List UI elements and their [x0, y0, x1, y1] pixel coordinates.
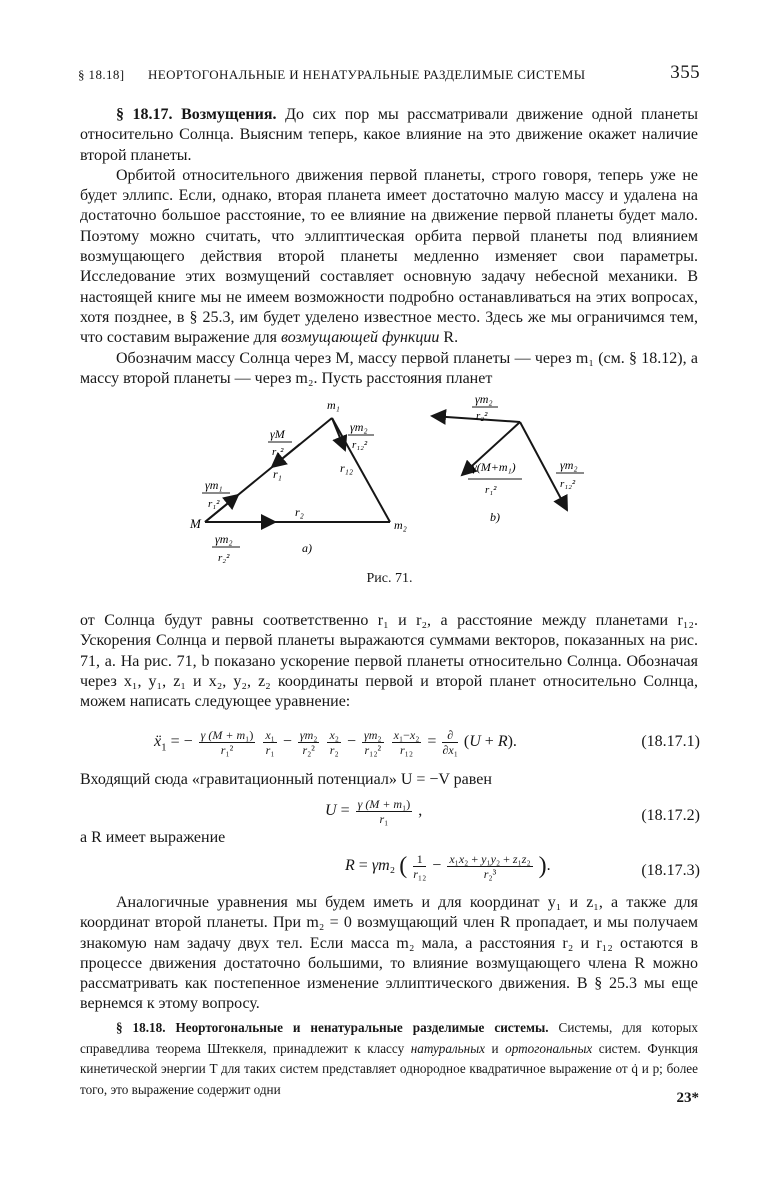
- section-1817-text: [80, 105, 698, 389]
- label-a: a): [302, 541, 312, 555]
- label-m1: m₁: [327, 398, 340, 412]
- paragraph-orbit: Орбитой относительного движения первой планеты, строго говоря, теперь уже не будет эллипс. Если, однако, вторая планета имеет достаточно малую массу и удалена на достаточно большое расстояние, то ее влияние на движение первой планеты будет мало. Поэтому можно считать, что эллиптическая орбита первой планеты под влиянием возмущающего действия второй планеты медленно изменяет свои параметры. Исследование этих возмущений составляет основную задачу небесной механики. В настоящей книге мы не имеем возможности подробно останавливаться на этих вопросах, хотя позднее, в § 25.3, им будет уделено известное место. Здесь же мы ограничимся тем, что составим выражение для возмущающей функции R.: [80, 166, 698, 347]
- equation-18-17-2: U = $\frac{\text{γ (M + m₁)}}{\text{r₁}}$ , (18.17.2): [325, 797, 700, 826]
- label-m2: m₂: [394, 518, 407, 532]
- section-heading: § 18.17. Возмущения.: [116, 106, 277, 123]
- signature-mark: 23*: [676, 1090, 699, 1106]
- after-figure-text: [80, 611, 698, 712]
- section-1818-heading: § 18.18. Неортогональные и ненатуральные разделимые системы.: [116, 1020, 549, 1035]
- label-gm2-12-num: γm₂: [350, 420, 368, 434]
- figure-71: [180, 385, 600, 570]
- header-section: § 18.18]: [78, 67, 125, 82]
- equation-number-2: (18.17.2): [641, 807, 700, 824]
- label-M: M: [190, 516, 201, 531]
- paragraph-notation: Обозначим массу Солнца через M, массу первой планеты — через m₁ (см. § 18.12), а массу второй планеты — через m₂. Пусть расстояния планет: [80, 349, 699, 387]
- running-header: [78, 64, 700, 86]
- page-number: 355: [670, 62, 700, 83]
- paragraph-distances: от Солнца будут равны соответственно r₁ и r₂, а расстояние между планетами r₁₂. Ускорения Солнца и первой планеты выражаются суммами векторов, показанных на рис. 71, a. На рис. 71, b показано ускорение первой планеты относительно Солнца. Обозначая через x₁, y₁, z₁ и x₂, y₂, z₂ координаты первой и второй планет относительно Солнца, можем написать следующее уравнение:: [80, 612, 698, 711]
- label-gm1-den: r₁²: [208, 498, 220, 510]
- label-r1: r₁: [273, 467, 282, 481]
- equation-number-1: (18.17.1): [641, 733, 700, 750]
- label-gM-den: r₁²: [272, 446, 284, 458]
- label-b-right-num: γm₂: [560, 458, 578, 472]
- label-b-right-den: r₁₂²: [560, 478, 576, 490]
- label-gM-num: γM: [270, 427, 285, 441]
- label-gm2-den: r₂²: [218, 552, 230, 564]
- label-b-top-num: γm₂: [475, 392, 493, 406]
- label-r2: r₂: [295, 505, 304, 519]
- label-r12: r₁₂: [340, 461, 354, 475]
- label-b-left-den: r₁²: [485, 484, 497, 496]
- potential-intro: Входящий сюда «гравитационный потенциал» U = −V равен: [80, 771, 492, 788]
- section-1818: § 18.18. Неортогональные и ненатуральные разделимые системы. Системы, для которых справедлива теорема Штеккеля, принадлежит к классу натуральных и ортогональных систем. Функция кинетической энергии T для таких систем представляет однородное квадратичное выражение от q̇ и p; более того, это выражение содержит одни: [80, 1020, 698, 1097]
- label-b-left-num: γ(M+m₁): [472, 460, 516, 474]
- label-b: b): [490, 510, 500, 524]
- figure-caption: Рис. 71.: [366, 571, 413, 586]
- header-title: НЕОРТОГОНАЛЬНЫЕ И НЕНАТУРАЛЬНЫЕ РАЗДЕЛИМЫЕ СИСТЕМЫ: [148, 67, 586, 82]
- label-gm1-num: γm₁: [205, 478, 223, 492]
- equation-18-17-1: ẍ$_1$ = − $\frac{\text{γ (M + m₁)}}{\text{r₁²}}$ $\frac{\text{x₁}}{\text{r₁}}$ − $\frac{\text{γm₂}}{\text{r₂²}}$ $\frac{\text{x₂}}{\text{r₂}}$ − $\frac{\text{γm₂}}{\text{r₁₂²}}$ $\frac{\text{x₁−x₂}}{\text{r₁₂}}$ = $\frac{\partial}{\text{∂x₁}}$ (U + R). (18.17.1): [154, 728, 700, 757]
- label-b-top-den: r₂²: [476, 410, 488, 422]
- italic-term: возмущающей функции: [281, 329, 440, 347]
- closing-paragraph: Аналогичные уравнения мы будем иметь и для координат y₁ и z₁, а также для координат второй планеты. При m₂ = 0 возмущающий член R пропадает, и мы получаем знакомую нам задачу двух тел. Если масса m₂ мала, а расстояния r₂ и r₁₂ остаются в процессе движения достаточно большими, то влияние возмущающего члена R можно рассматривать как постепенное изменение эллиптического движения. В § 25.3 мы еще вернемся к этому вопросу.: [80, 894, 698, 1013]
- equation-number-3: (18.17.3): [641, 862, 700, 879]
- label-gm2-12-den: r₁₂²: [352, 439, 368, 451]
- arrow-gm2-r12: [332, 418, 345, 450]
- equation-18-17-3: R = γm₂ ( $\frac{1}{\text{r₁₂}}$ − $\frac{\text{x₁x₂ + y₁y₂ + z₁z₂}}{\text{r₂³}}$ ). (18.17.3): [345, 852, 700, 881]
- R-intro: а R имеет выражение: [80, 829, 226, 846]
- label-gm2-num: γm₂: [215, 532, 233, 546]
- paragraph-intro: § 18.17. Возмущения. До сих пор мы рассматривали движение одной планеты относительно Солнца. Выясним теперь, какое влияние на это движение окажет наличие второй планеты.: [80, 106, 698, 164]
